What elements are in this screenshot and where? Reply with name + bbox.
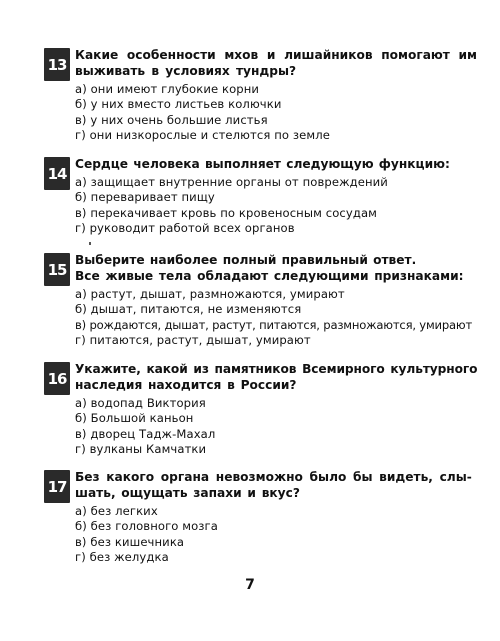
answer-option[interactable]: г) без желудка [75, 550, 169, 565]
question-number-badge: 17 [44, 470, 70, 503]
question-line: Укажите, какой из памятников Всемирного культурного [75, 362, 478, 376]
question-body [75, 252, 475, 349]
question-number-badge: 14 [44, 157, 70, 190]
answer-list [75, 82, 475, 144]
question-text [75, 47, 475, 79]
question-line: Сердце человека выполняет следующую функцию: [75, 157, 450, 171]
answer-list [75, 504, 475, 566]
answer-option[interactable]: в) у них очень большие листья [75, 112, 268, 127]
answer-list [75, 396, 475, 458]
question-line: выживать в условиях тундры? [75, 64, 297, 78]
answer-option[interactable]: б) у них вместо листьев колючки [75, 97, 282, 112]
question-number-badge: 15 [44, 253, 70, 286]
answer-option[interactable]: г) они низкорослые и стелются по земле [75, 128, 330, 143]
question-body [75, 361, 478, 458]
question-line: Какие особенности мхов и лишайников помогают им [75, 48, 477, 62]
question-body [75, 47, 475, 144]
answer-option[interactable]: в) дворец Тадж-Махал [75, 426, 216, 441]
answer-option[interactable]: а) водопад Виктория [75, 396, 206, 410]
answer-list [75, 175, 475, 237]
question-body [75, 469, 475, 566]
question-number-badge: 13 [44, 48, 70, 81]
question-line: шать, ощущать запахи и вкус? [75, 486, 300, 500]
answer-option[interactable]: в) рождаются, дышат, растут, питаются, размножаются, умирают [75, 317, 473, 332]
question-line: Выберите наиболее полный правильный ответ. [75, 253, 417, 267]
question-text [75, 156, 475, 172]
answer-option[interactable]: а) защищает внутренние органы от повреждений [75, 175, 388, 189]
answer-option[interactable]: б) без головного мозга [75, 519, 218, 534]
question-line: Все живые тела обладают следующими признаками: [75, 269, 464, 283]
question-text [75, 252, 475, 284]
answer-list [75, 287, 475, 349]
answer-option[interactable]: а) они имеют глубокие корни [75, 82, 260, 96]
question-body [75, 156, 475, 237]
answer-option[interactable]: г) руководит работой всех органов [75, 221, 295, 236]
answer-option[interactable]: а) растут, дышат, размножаются, умирают [75, 287, 345, 301]
page-number: 7 [245, 577, 255, 593]
answer-option[interactable]: б) Большой каньон [75, 411, 194, 426]
answer-option[interactable]: б) дышат, питаются, не изменяются [75, 302, 302, 317]
answer-option[interactable]: г) вулканы Камчатки [75, 442, 207, 457]
answer-option[interactable]: в) без кишечника [75, 534, 185, 549]
answer-option[interactable]: в) перекачивает кровь по кровеносным сосудам [75, 205, 378, 220]
answer-option[interactable]: г) питаются, растут, дышат, умирают [75, 333, 311, 348]
question-line: Без какого органа невозможно было бы видеть, слы- [75, 470, 472, 484]
question-number-badge: 16 [44, 362, 70, 395]
question-line: наследия находится в России? [75, 378, 297, 392]
print-speck [89, 242, 91, 245]
answer-option[interactable]: б) переваривает пищу [75, 190, 215, 205]
question-text [75, 361, 478, 393]
question-text [75, 469, 475, 501]
answer-option[interactable]: а) без легких [75, 504, 158, 518]
